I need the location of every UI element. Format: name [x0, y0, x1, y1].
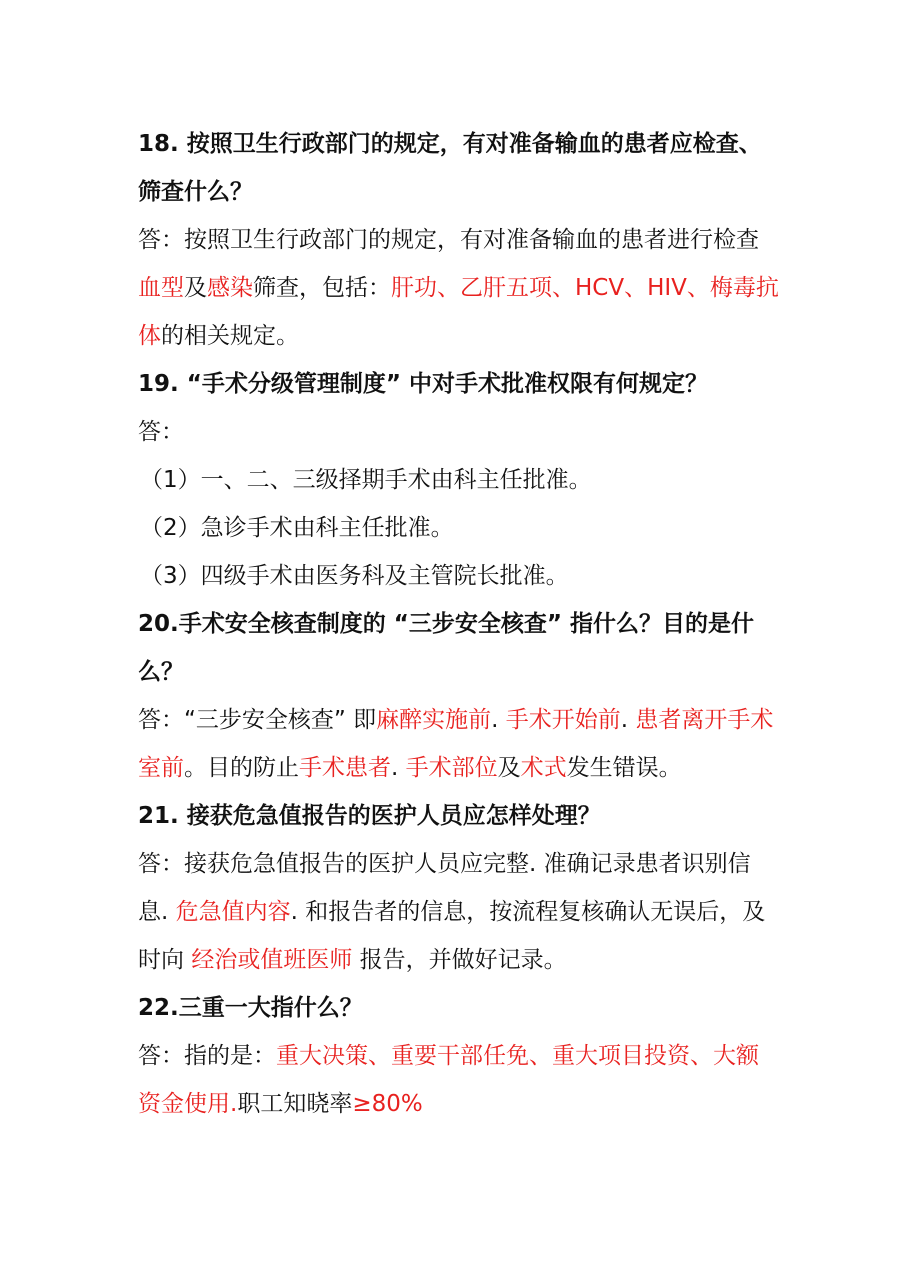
answer-text: 及	[184, 275, 207, 301]
highlighted-text: 血型	[138, 275, 184, 301]
answer-19-item-2: （2）急诊手术由科主任批准。	[140, 515, 454, 541]
answer-text: 答：“三步安全核查” 即	[138, 707, 377, 733]
highlighted-text: ≥80%	[352, 1091, 423, 1117]
answer-22	[138, 1032, 780, 1128]
answer-20	[138, 696, 780, 792]
answer-text: 筛查，包括：	[253, 275, 391, 301]
highlighted-text: 患者离开手术室前	[138, 707, 774, 781]
question-20: 20.手术安全核查制度的 “三步安全核查” 指什么？目的是什么？	[138, 611, 754, 685]
answer-text: 答：按照卫生行政部门的规定，有对准备输血的患者进行检查	[138, 227, 759, 253]
highlighted-text: 麻醉实施前	[376, 707, 492, 733]
question-18: 18. 按照卫生行政部门的规定，有对准备输血的患者应检查、筛查什么？	[138, 131, 762, 205]
answer-text: .	[620, 707, 636, 733]
highlighted-text: 经治或值班医师	[191, 947, 353, 973]
answer-18	[138, 216, 780, 360]
answer-text: .	[391, 755, 406, 781]
highlighted-text: 重大决策、重要干部任免、重大项目投资、大额资金使用.	[138, 1043, 759, 1117]
answer-text: 及	[497, 755, 521, 781]
highlighted-text: 感染	[207, 275, 253, 301]
answer-text: .	[491, 707, 506, 733]
highlighted-text: 手术患者	[299, 755, 391, 781]
answer-19-item-1: （1）一、二、三级择期手术由科主任批准。	[140, 467, 592, 493]
question-19: 19. “手术分级管理制度” 中对手术批准权限有何规定？	[138, 371, 708, 397]
answer-21	[138, 840, 780, 984]
highlighted-text: 肝功、乙肝五项、HCV、HIV、梅毒抗体	[138, 275, 779, 349]
answer-19-intro: 答：	[138, 419, 184, 445]
highlighted-text: 术式	[520, 755, 567, 781]
highlighted-text: 手术部位	[405, 755, 498, 781]
question-21: 21. 接获危急值报告的医护人员应怎样处理？	[138, 803, 601, 829]
answer-text: 。目的防止	[184, 755, 299, 781]
answer-text: 报告，并做好记录。	[352, 947, 567, 973]
answer-text: 职工知晓率	[237, 1091, 353, 1117]
answer-text: 答：指的是：	[138, 1043, 276, 1069]
answer-text: . 和报告者的信息，按流程复核确认无误后，及时向	[138, 899, 766, 973]
highlighted-text: 手术开始前	[505, 707, 621, 733]
answer-text: 的相关规定。	[161, 323, 299, 349]
highlighted-text: 危急值内容	[175, 899, 291, 925]
answer-text: 发生错误。	[566, 755, 682, 781]
answer-text: 答：接获危急值报告的医护人员应完整. 准确记录患者识别信息.	[138, 851, 751, 925]
question-22: 22.三重一大指什么？	[138, 995, 363, 1021]
answer-19-item-3: （3）四级手术由医务科及主管院长批准。	[140, 563, 569, 589]
